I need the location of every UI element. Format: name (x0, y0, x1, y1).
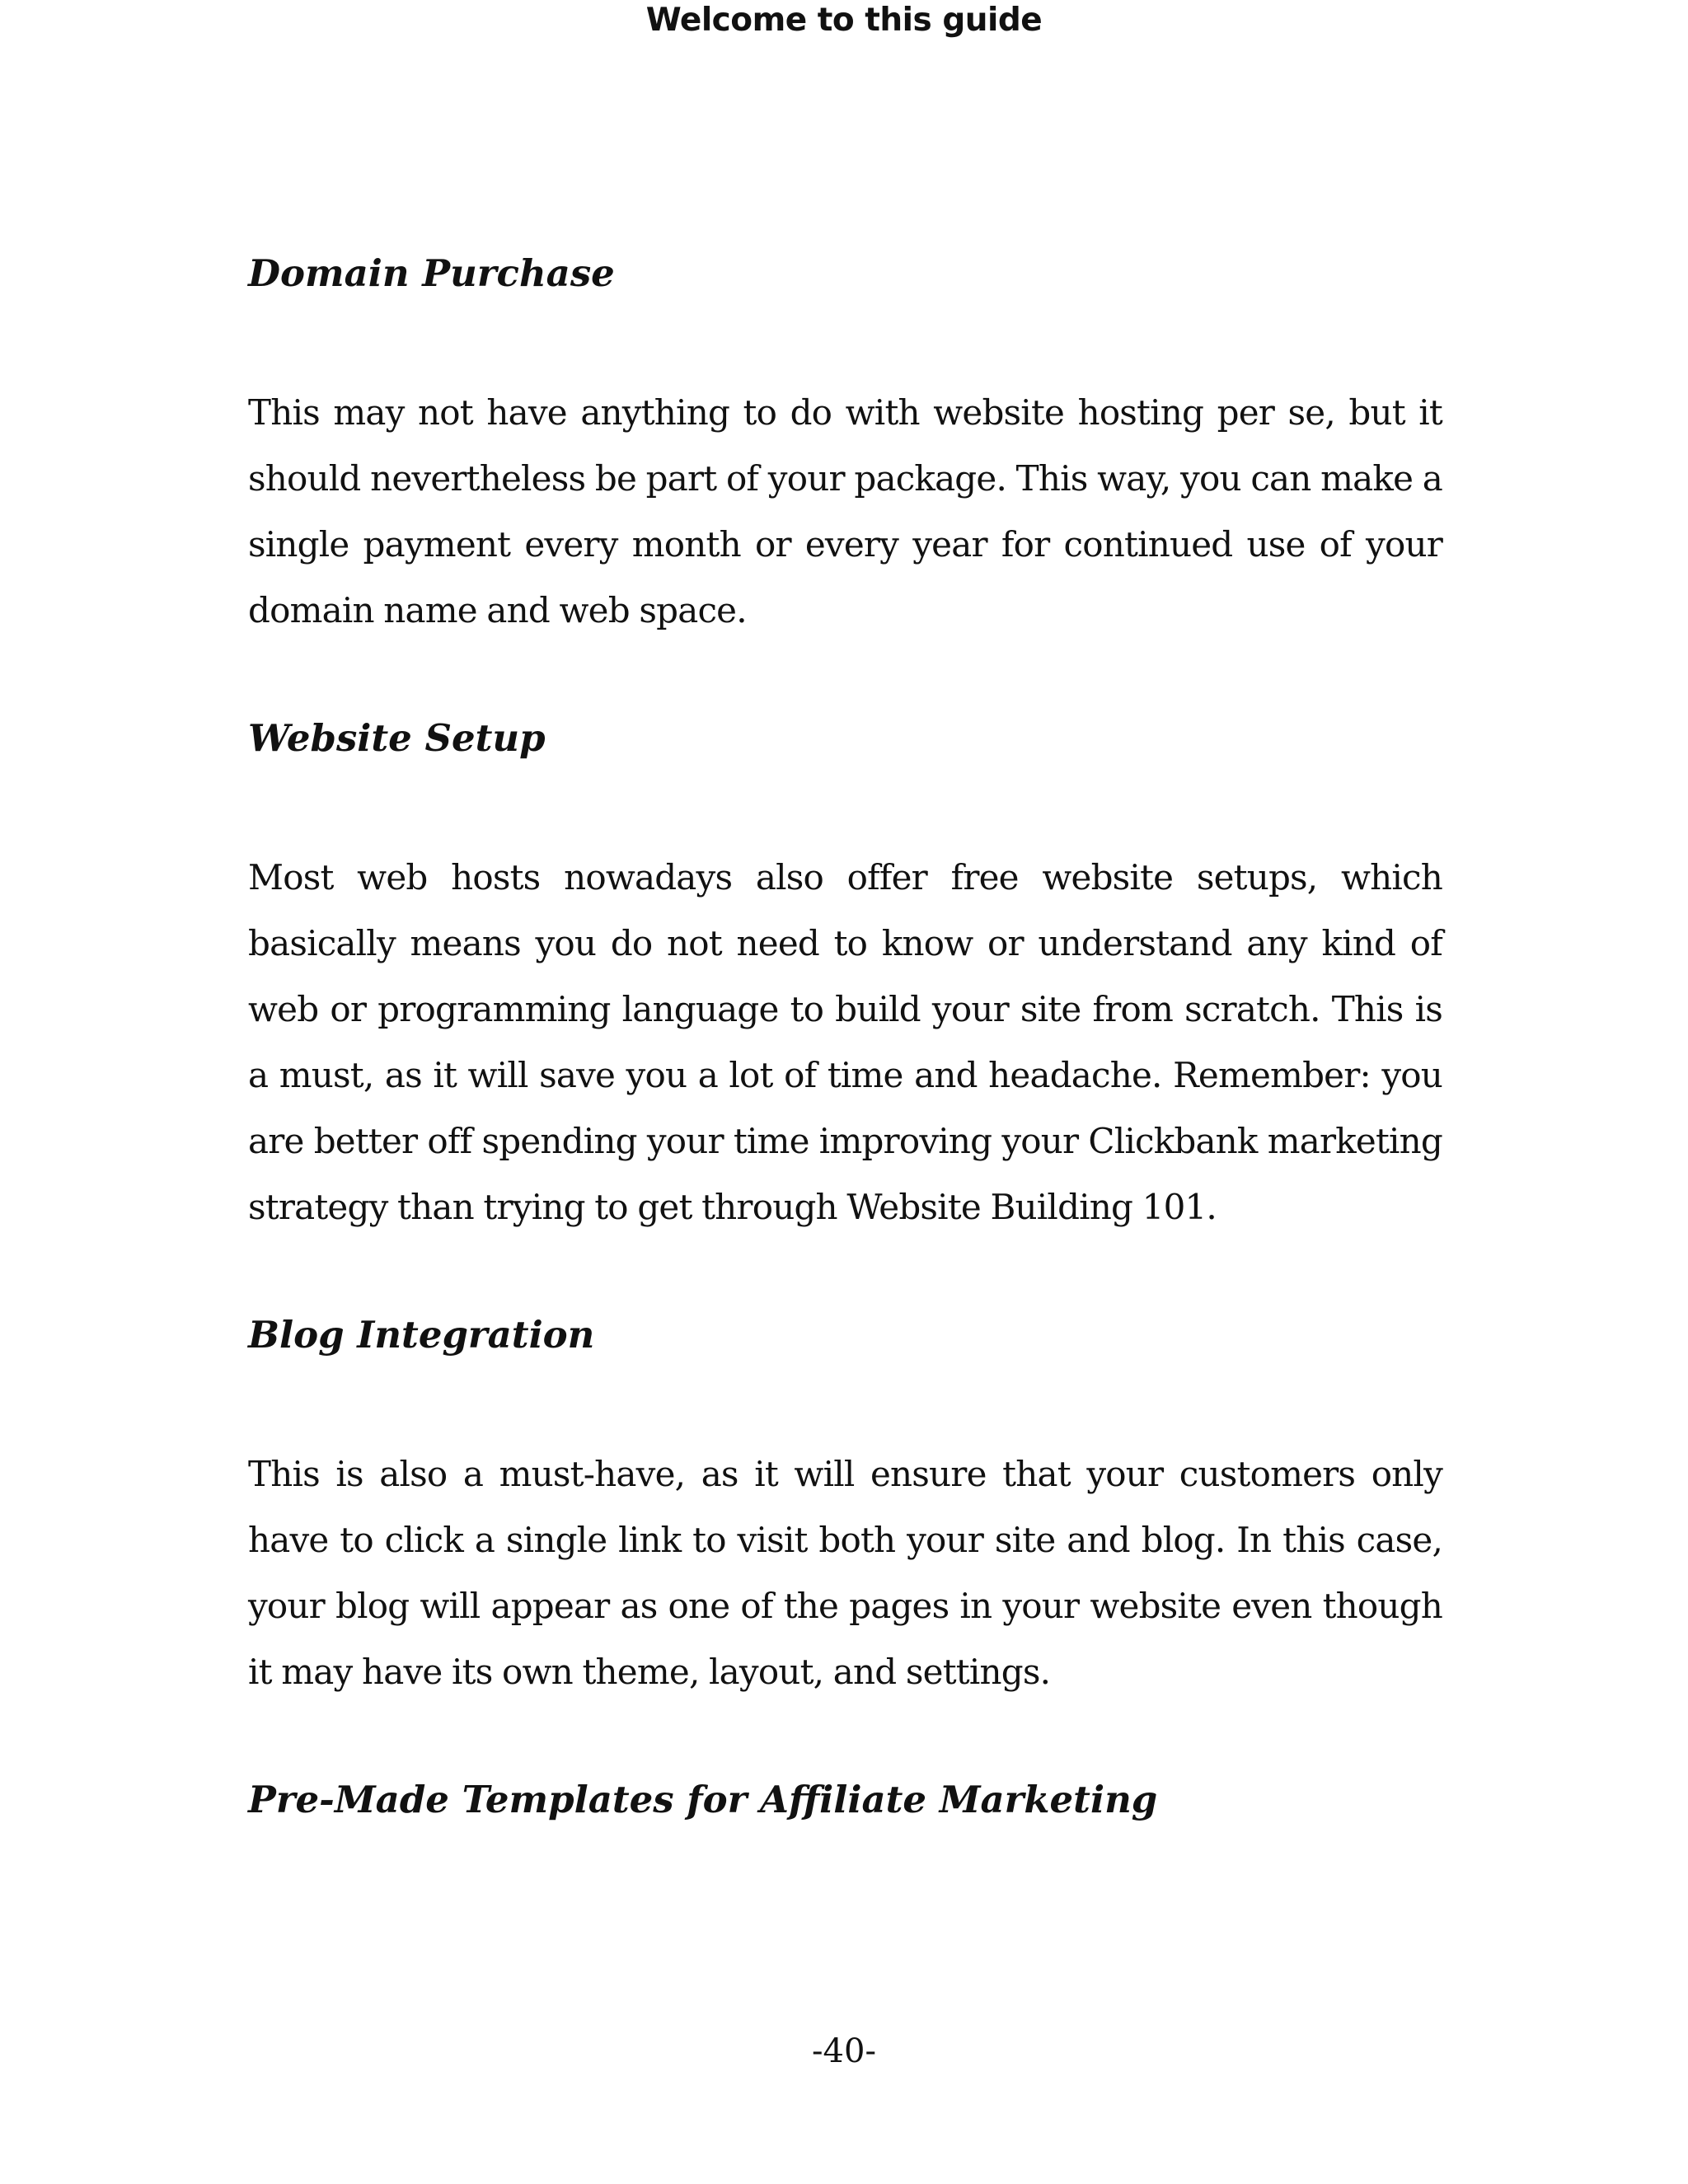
section-heading: Blog Integration (248, 1313, 595, 1357)
section-paragraph: This may not have anything to do with website hosting per se, but it should nevertheless be part of your package. This way, you can make a single payment every month or every year for continued use of your domain name and web space. (248, 392, 1442, 630)
section-heading: Pre-Made Templates for Affiliate Marketing (248, 1778, 1158, 1821)
section-paragraph: Most web hosts nowadays also offer free website setups, which basically means you do not need to know or understand any kind of web or programming language to build your site from scratch. This is a must, as it will save you a lot of time and headache. Remember: you are better off spending your time improving your Clickbank marketing strategy than trying to get through Website Building 101. (248, 857, 1442, 1227)
section-heading: Website Setup (248, 716, 546, 760)
section-website-setup (248, 716, 1442, 1240)
page-header: Welcome to this guide (645, 2, 1043, 39)
page-number: -40- (812, 2032, 876, 2070)
page-content (248, 251, 1442, 1906)
section-heading: Domain Purchase (248, 251, 615, 295)
section-blog-integration (248, 1313, 1442, 1705)
section-pre-made-templates (248, 1778, 1442, 1822)
section-paragraph: This is also a must-have, as it will ensure that your customers only have to click a single link to visit both your site and blog. In this case, your blog will appear as one of the pages in your website even though it may have its own theme, layout, and settings. (248, 1454, 1442, 1692)
section-domain-purchase (248, 251, 1442, 644)
